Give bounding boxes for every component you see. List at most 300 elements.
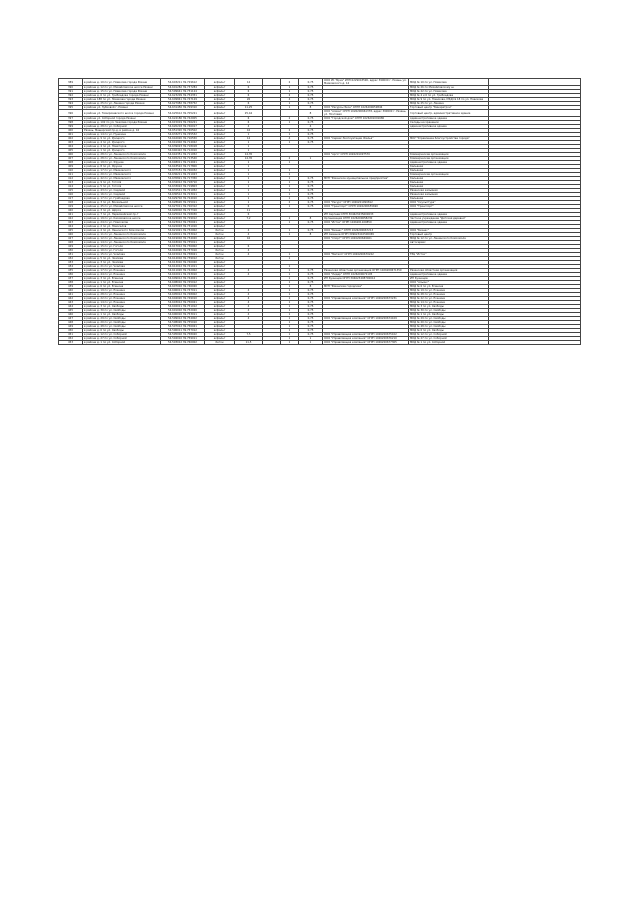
row-waste-sources: МКД № 1 по ул. Соборной — [409, 341, 489, 345]
row-container-count: 1 — [281, 173, 299, 177]
row-address: в районе д. 25 по ул. Ленина города Рязани — [83, 102, 161, 106]
row-number: 420 — [59, 209, 83, 213]
row-surface-type: асфальт — [205, 90, 235, 94]
row-address: в районе д. 10 по ул. Гоголя — [83, 249, 161, 253]
row-waste-sources: Кальяная — [409, 185, 489, 189]
row-coordinates: 54.633271 39.745532 — [161, 133, 205, 137]
row-container-count: 1 — [281, 121, 299, 125]
row-address: в районе д. 5 по ул. Чкалова — [83, 257, 161, 261]
row-number: 397 — [59, 117, 83, 121]
row-surface-type: асфальт — [205, 309, 235, 313]
row-surface-type: асфальт — [205, 98, 235, 102]
row-surface-type: асфальт — [205, 289, 235, 293]
row-spare — [489, 110, 581, 117]
row-container-count: 2 — [281, 201, 299, 205]
row-containers-placed — [263, 110, 281, 117]
row-area: 11,5 — [235, 341, 263, 345]
row-coordinates: 54.651320 39.726502 — [161, 129, 205, 133]
row-address: в районе д. 15 по ул. Чкалова — [83, 253, 161, 257]
row-coordinates: 54.607002 39.746020 — [161, 285, 205, 289]
row-owner: Организация ОГРН 1026200658230 — [323, 217, 409, 221]
row-containers-placed — [263, 79, 281, 86]
row-address: в районе д. 14 по ул. Ленинского Комсомола — [83, 241, 161, 245]
row-container-volume: 0,75 — [299, 313, 323, 317]
row-coordinates: 54.597012 39.756021 — [161, 325, 205, 329]
row-container-count: 2 — [281, 94, 299, 98]
row-number: 435 — [59, 269, 83, 273]
row-container-volume: 8 — [299, 106, 323, 110]
row-container-volume: 0,75 — [299, 205, 323, 209]
row-area: 6 — [235, 90, 263, 94]
row-container-volume: 0,75 — [299, 86, 323, 90]
row-container-volume: 0,75 — [299, 229, 323, 233]
row-coordinates: 54.603211 39.729612 — [161, 79, 205, 86]
row-area: 1 — [235, 141, 263, 145]
row-waste-sources: Административное здание — [409, 161, 489, 165]
row-surface-type: бетон — [205, 253, 235, 257]
row-number: 401 — [59, 133, 83, 137]
row-address: в районе д. 22 по ул. Есенина — [83, 297, 161, 301]
row-coordinates: 54.645212 39.713540 — [161, 157, 205, 161]
row-owner: ООО "Бизнес" ОГРН 1026200667213 — [323, 229, 409, 233]
row-address: в районе д. 19 по ул. Касимовское шоссе — [83, 217, 161, 221]
row-coordinates: 54.605012 39.748002 — [161, 293, 205, 297]
row-surface-type: асфальт — [205, 173, 235, 177]
row-coordinates: 54.642351 39.711052 — [161, 153, 205, 157]
row-waste-sources: торговый центр, административное здание — [409, 110, 489, 117]
registry-body — [59, 79, 581, 345]
row-address: в районе д. 12 по ул. Михайловское шоссе Рязани — [83, 86, 161, 90]
row-waste-sources: Кальяная — [409, 169, 489, 173]
row-container-count: 1 — [281, 90, 299, 94]
row-address: в районе д. 14 по ул. Пушкина — [83, 133, 161, 137]
row-owner: МУП "Рязанское муниципальное предприятие" — [323, 177, 409, 181]
row-surface-type: бетон — [205, 233, 235, 237]
row-area: 4 — [235, 125, 263, 129]
row-container-count: 1 — [281, 293, 299, 297]
row-surface-type: асфальт — [205, 102, 235, 106]
row-container-volume: 0,75 — [299, 94, 323, 98]
row-container-count: 1 — [281, 161, 299, 165]
row-address: в районе д. 28 по ул. Есенина — [83, 293, 161, 297]
row-address: в районе д. 3 по ул. Свободы — [83, 305, 161, 309]
row-number: 430 — [59, 249, 83, 253]
row-coordinates: 54.594010 39.759011 — [161, 337, 205, 341]
row-number: 404 — [59, 145, 83, 149]
row-coordinates: 54.608010 39.745012 — [161, 281, 205, 285]
row-container-volume: 0,75 — [299, 317, 323, 321]
row-coordinates: 54.628620 39.725011 — [161, 201, 205, 205]
row-surface-type: бетон — [205, 257, 235, 261]
row-number: 417 — [59, 197, 83, 201]
row-number: 450 — [59, 329, 83, 333]
row-container-count: 1 — [281, 265, 299, 269]
row-container-volume: 0,75 — [299, 98, 323, 102]
row-coordinates: 54.634012 39.718710 — [161, 181, 205, 185]
row-waste-sources: МКД № 12 по ул. Соборной — [409, 333, 489, 337]
row-address: в районе д. 6 по ул. Грибоедова города Рязани — [83, 94, 161, 98]
row-surface-type: асфальт — [205, 181, 235, 185]
row-spare — [489, 79, 581, 86]
row-surface-type: асфальт — [205, 261, 235, 265]
row-container-count: 1 — [281, 325, 299, 329]
row-coordinates: 54.620011 39.733012 — [161, 233, 205, 237]
row-number: 434 — [59, 265, 83, 269]
row-waste-sources: МКД № 19 по ул. Есенина — [409, 289, 489, 293]
row-container-volume: 0,75 — [299, 133, 323, 137]
row-container-count: 1 — [281, 102, 299, 106]
row-area: 16 — [235, 129, 263, 133]
row-coordinates: 54.617012 39.736002 — [161, 245, 205, 249]
row-area: 25,44 — [235, 110, 263, 117]
row-number: 442 — [59, 297, 83, 301]
row-waste-sources: Кальяная — [409, 181, 489, 185]
row-surface-type: асфальт — [205, 281, 235, 285]
row-surface-type: асфальт — [205, 265, 235, 269]
row-coordinates: 54.600010 39.753011 — [161, 313, 205, 317]
row-area: 6 — [235, 245, 263, 249]
row-number: 452 — [59, 337, 83, 341]
row-area: 11,25 — [235, 106, 263, 110]
row-owner: ИП Кузнецов ОГРН 304623408700012 — [323, 277, 409, 281]
row-number: 407 — [59, 157, 83, 161]
row-surface-type: асфальт — [205, 337, 235, 341]
row-number: 394 — [59, 102, 83, 106]
row-container-count: 1 — [281, 337, 299, 341]
row-waste-sources: Торговый центр "Бинаратрон" — [409, 106, 489, 110]
row-address: в районе д. 20 по ул. Свободы — [83, 321, 161, 325]
row-waste-sources: МКД № 4 и 6 по ул. Грибоедова — [409, 94, 489, 98]
row-container-count: 1 — [281, 305, 299, 309]
row-waste-sources: МКД № 30 по ул. Свободы — [409, 309, 489, 313]
row-number: 392 — [59, 94, 83, 98]
row-owner: ООО "Управляющая компания" ОГРН 1026200675102 — [323, 333, 409, 337]
row-owner: ООО "Управляющая компания" ОГРН 1026200673231 — [323, 297, 409, 301]
row-surface-type: асфальт — [205, 225, 235, 229]
row-number: 400 — [59, 129, 83, 133]
table-row — [59, 110, 581, 117]
row-owner: ООО УК "Бриз" ИНН 6229043590, адрес 390000 г. Рязань ул. Маяковского д. 14 — [324, 79, 407, 85]
row-area: 4 — [235, 301, 263, 305]
row-coordinates: 54.620218 39.746017 — [161, 125, 205, 129]
row-waste-sources: Административное здание — [409, 273, 489, 277]
row-area: 4 — [235, 305, 263, 309]
row-owner: ООО "Управляющая компания" ОГРН 1026200674109 — [323, 317, 409, 321]
row-container-volume: 0,75 — [299, 102, 323, 106]
row-owner: ИП Семенов ОГРН 309623410500065 — [323, 233, 409, 237]
row-container-count: 2 — [281, 129, 299, 133]
row-owner: ООО "Управляющая компания" ОГРН 1026200677305 — [323, 341, 409, 345]
row-container-volume: 0,75 — [299, 305, 323, 309]
row-waste-sources: МКД № 22 по ул. Есенина — [409, 297, 489, 301]
row-number: 438 — [59, 281, 83, 285]
row-waste-sources: МКД № 14 по ул. Есенина — [409, 301, 489, 305]
row-surface-type: асфальт — [205, 86, 235, 90]
row-coordinates: 54.631450 39.709310 — [161, 106, 205, 110]
row-address: в районе д. 48 по ул. Свободы — [83, 325, 161, 329]
row-coordinates: 54.621021 39.732002 — [161, 229, 205, 233]
row-address: в районе д. 5 по ул. Гоголя — [83, 185, 161, 189]
row-address: в районе д. 17 по ул. Маяковского — [83, 169, 161, 173]
row-container-volume: 0,75 — [299, 90, 323, 94]
row-coordinates: 54.626002 39.727310 — [161, 209, 205, 213]
row-number: 453 — [59, 341, 83, 345]
row-area: 1 — [235, 201, 263, 205]
row-coordinates: 54.618010 39.735011 — [161, 241, 205, 245]
row-surface-type: асфальт — [205, 305, 235, 309]
row-waste-sources: ТРЦ "Исток" — [409, 253, 489, 257]
row-coordinates: 54.636211 39.721023 — [161, 173, 205, 177]
row-address: в районе д. 9 по ул. Урицкого — [83, 137, 161, 141]
row-coordinates: 54.643522 39.717800 — [161, 165, 205, 169]
row-number: 440 — [59, 289, 83, 293]
row-number: 425 — [59, 229, 83, 233]
row-number: 403 — [59, 141, 83, 145]
row-address: в районе д. 14 по ул. Есенина — [83, 301, 161, 305]
row-surface-type: бетон — [205, 249, 235, 253]
row-container-count: 2 — [281, 79, 299, 86]
row-containers-placed — [263, 341, 281, 345]
row-container-volume: 0,75 — [299, 329, 323, 333]
row-area: 1 — [235, 165, 263, 169]
row-owner: ООО "Ресурс" ОГРН 1026201099812 — [323, 201, 409, 205]
row-waste-sources: Рязанская кальяная — [409, 189, 489, 193]
row-coordinates: 54.604020 39.749010 — [161, 297, 205, 301]
row-container-count: 1 — [281, 185, 299, 189]
row-waste-sources: МКД № 29 по ул. Свободы — [409, 317, 489, 321]
row-coordinates: 54.614002 39.739012 — [161, 257, 205, 261]
row-address: в районе д. 6 по ул. Свободы — [83, 329, 161, 333]
row-area: 4 — [235, 293, 263, 297]
row-coordinates: 54.624180 39.742005 — [161, 117, 205, 121]
row-waste-sources: Рязанская кальяная — [409, 193, 489, 197]
row-address: в районе д. 10 по ул. Новикова города Рязани — [83, 79, 161, 86]
row-coordinates: 54.615012 39.738021 — [161, 253, 205, 257]
row-container-count: 1 — [281, 205, 299, 209]
row-surface-type: асфальт — [205, 217, 235, 221]
row-number: 389 — [59, 79, 83, 86]
row-container-count: 1 — [281, 301, 299, 305]
row-surface-type: асфальт — [205, 317, 235, 321]
row-area: 6 — [235, 213, 263, 217]
row-address: в районе д. 24 по ул. Новоселов — [83, 221, 161, 225]
row-waste-sources: Торговый центр — [409, 233, 489, 237]
row-surface-type: асфальт — [205, 129, 235, 133]
row-number: 423 — [59, 221, 83, 225]
row-container-count: 1 — [281, 321, 299, 325]
row-container-volume: 0,75 — [299, 321, 323, 325]
row-coordinates: 54.609841 39.747129 — [161, 98, 205, 102]
row-container-count: 1 — [281, 313, 299, 317]
row-coordinates: 54.619002 39.734020 — [161, 237, 205, 241]
row-surface-type: асфальт — [205, 169, 235, 173]
row-waste-sources: МКД № 6 по ул. Свободы — [409, 329, 489, 333]
row-address: в районе д. 8 по ул. Фрунзе — [83, 165, 161, 169]
row-container-volume: 0,75 — [299, 141, 323, 145]
row-address: в районе д. 27 по ул. Соборной — [83, 337, 161, 341]
row-coordinates: 54.609012 39.744021 — [161, 277, 205, 281]
row-surface-type: асфальт — [205, 79, 235, 86]
row-surface-type: асфальт — [205, 293, 235, 297]
row-address: в районе д. 42 по ул. Маяковского — [83, 177, 161, 181]
row-surface-type: асфальт — [205, 133, 235, 137]
row-waste-sources: Рязанская областная организация — [409, 269, 489, 273]
row-number: 398 — [59, 121, 83, 125]
row-area: 6 — [235, 86, 263, 90]
row-owner: ООО "Городской дом" ОГРН 1026201091680 — [323, 117, 409, 121]
row-container-count: 1 — [281, 253, 299, 257]
row-coordinates: 54.627011 39.726312 — [161, 205, 205, 209]
row-number: 441 — [59, 293, 83, 297]
row-container-volume: 0,75 — [299, 309, 323, 313]
row-address: в районе д. 12 по ул. Ленинского Комсомола — [83, 237, 161, 241]
row-area: 4 — [235, 233, 263, 237]
row-area: 14 — [235, 79, 263, 86]
row-address: в районе д. 28 по ул. Ленинского Комсомола — [83, 153, 161, 157]
row-coordinates: 54.623209 39.754351 — [161, 94, 205, 98]
row-container-count: 2 — [281, 157, 299, 161]
row-number: 429 — [59, 245, 83, 249]
row-address: в районе д. 3 по ул. Есенина — [83, 277, 161, 281]
row-number: 418 — [59, 201, 83, 205]
row-container-volume: 0,75 — [299, 79, 323, 86]
row-container-volume: 1 — [299, 341, 323, 345]
row-owner: ООО "Арго" ОГРН 1026201097570 — [323, 153, 409, 157]
row-waste-sources: Кальяная — [409, 165, 489, 169]
row-container-volume: 0,75 — [299, 333, 323, 337]
row-number: 391 — [59, 90, 83, 94]
row-container-volume: 0,75 — [299, 185, 323, 189]
row-number: 451 — [59, 333, 83, 337]
row-coordinates: 54.622003 39.731010 — [161, 225, 205, 229]
row-container-count: 1 — [281, 333, 299, 337]
row-container-volume: 0,75 — [299, 177, 323, 181]
row-address: в районе д. 28 по ул. Соборной — [83, 125, 161, 129]
row-container-volume: 0,75 — [299, 129, 323, 133]
row-area: 4 — [235, 297, 263, 301]
row-owner: ООО "Исток" ОГРН 1026201100850 — [323, 221, 409, 225]
row-waste-sources: МКД № 1 по ул. Свободы — [409, 313, 489, 317]
row-container-volume: 0,75 — [299, 193, 323, 197]
row-waste-sources: ООО "Альянс" — [409, 281, 489, 285]
row-area: 6 — [235, 94, 263, 98]
row-number: 448 — [59, 321, 83, 325]
row-coordinates: 54.610011 39.743010 — [161, 273, 205, 277]
row-number: 411 — [59, 173, 83, 177]
row-address: в районе д. 3 по ул. Щорса — [83, 209, 161, 213]
row-surface-type: асфальт — [205, 285, 235, 289]
row-area: 4 — [235, 313, 263, 317]
row-number: 390 — [59, 86, 83, 90]
row-area: 4 — [235, 273, 263, 277]
row-coordinates: 54.624020 39.729012 — [161, 217, 205, 221]
row-address: в районе д. 12 по ул. Соборной — [83, 333, 161, 337]
row-container-volume: 4 — [299, 125, 323, 129]
row-container-count: 1 — [281, 106, 299, 110]
row-owner: Рязанская областная организация ОГРН 1026200671350 — [323, 269, 409, 273]
row-area: 1 — [235, 133, 263, 137]
row-number: 422 — [59, 217, 83, 221]
row-container-count: 1 — [281, 229, 299, 233]
row-surface-type: бетон — [205, 341, 235, 345]
row-spare — [489, 341, 581, 345]
row-number: 410 — [59, 169, 83, 173]
row-address: в районе д. 43 по ул. Садовой — [83, 189, 161, 193]
row-container-count: 4 — [281, 98, 299, 102]
row-number: 427 — [59, 237, 83, 241]
row-surface-type: асфальт — [205, 205, 235, 209]
row-coordinates: 54.599641 39.731124 — [161, 90, 205, 94]
row-number: 393 — [59, 98, 83, 102]
row-container-count: 1 — [281, 197, 299, 201]
row-surface-type: асфальт — [205, 245, 235, 249]
row-container-count: 1 — [281, 221, 299, 225]
row-surface-type: асфальт — [205, 237, 235, 241]
row-waste-sources: МКД № 10 по ул. Новикова — [409, 79, 489, 86]
row-surface-type: асфальт — [205, 329, 235, 333]
row-owner: МУП "Рязанские городские" — [323, 285, 409, 289]
row-number: 402 — [59, 137, 83, 141]
row-container-count: 1 — [281, 273, 299, 277]
row-container-volume: 0,75 — [299, 289, 323, 293]
row-address: в районе д. 1 по ул. Урицкого — [83, 149, 161, 153]
row-address: в районе д. 19 по ул. Фрунзе — [83, 161, 161, 165]
row-number: 446 — [59, 313, 83, 317]
row-container-volume: 0,75 — [299, 277, 323, 281]
row-address: в районе ул. Зубковой г. Рязани — [83, 106, 161, 110]
row-coordinates: 54.640422 39.712010 — [161, 149, 205, 153]
row-container-count: 1 — [281, 329, 299, 333]
row-surface-type: асфальт — [205, 209, 235, 213]
row-area: 4 — [235, 253, 263, 257]
row-area: 16 — [235, 237, 263, 241]
row-coordinates: 54.639023 39.718018 — [161, 145, 205, 149]
row-address: в районе д. 15 по ул. Новикова города Рязани — [83, 90, 161, 94]
row-area: 4 — [235, 269, 263, 273]
row-container-volume: 0,75 — [299, 197, 323, 201]
row-number: 408 — [59, 161, 83, 165]
row-waste-sources: Кальяная — [409, 197, 489, 201]
row-number: 428 — [59, 241, 83, 245]
row-number: 416 — [59, 193, 83, 197]
row-coordinates: 54.616020 39.737010 — [161, 249, 205, 253]
row-area: 7,2 — [235, 217, 263, 221]
row-container-volume: 0,75 — [299, 297, 323, 301]
row-surface-type: асфальт — [205, 177, 235, 181]
row-area: 1 — [235, 189, 263, 193]
row-area: 1 — [235, 149, 263, 153]
row-coordinates: 54.642020 39.716550 — [161, 137, 205, 141]
row-coordinates: 54.615019 39.746221 — [161, 121, 205, 125]
row-number: 414 — [59, 185, 83, 189]
row-container-count: 1 — [281, 341, 299, 345]
row-coordinates: 54.623012 39.730021 — [161, 221, 205, 225]
row-container-count: 1 — [281, 297, 299, 301]
row-surface-type: асфальт — [205, 125, 235, 129]
row-surface-type: асфальт — [205, 321, 235, 325]
row-waste-sources: Склады на хранении — [409, 121, 489, 125]
row-container-count: 1 — [281, 177, 299, 181]
row-waste-sources: Коммерческие организации — [409, 153, 489, 157]
row-waste-sources: МКУ "Управление благоустройства города" — [409, 137, 489, 141]
row-coordinates: 54.648011 39.714021 — [161, 161, 205, 165]
row-waste-sources: Административное здание — [409, 117, 489, 121]
row-number: 439 — [59, 285, 83, 289]
row-container-volume: 0,75 — [299, 301, 323, 305]
row-waste-sources: МКД № 22 по ул. Новикова — [409, 90, 489, 94]
table-row — [59, 79, 581, 86]
row-container-volume: 1 — [299, 157, 323, 161]
